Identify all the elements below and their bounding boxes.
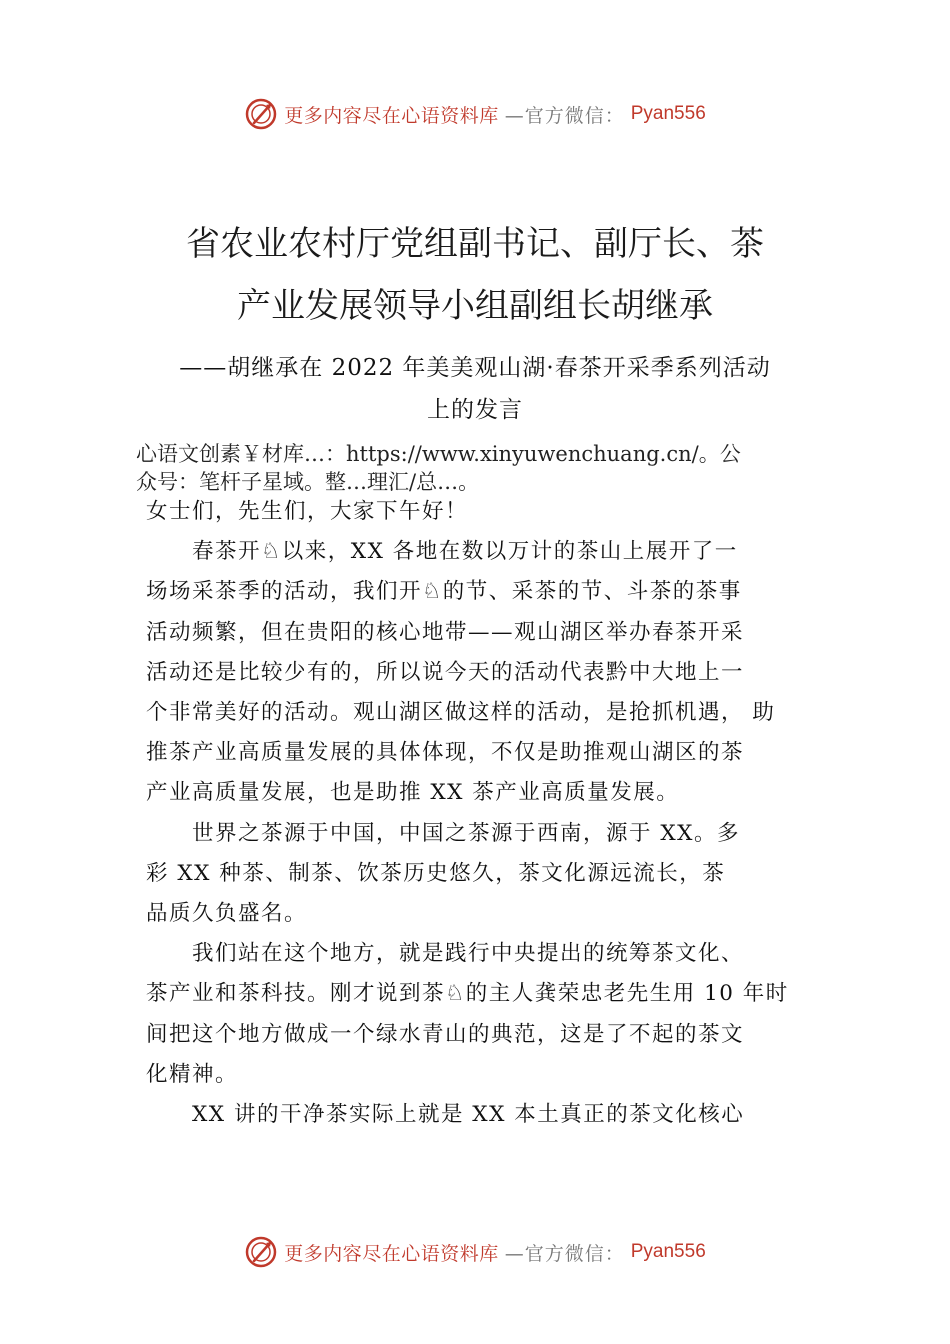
subtitle-line-2: 上的发言 xyxy=(427,397,523,423)
page-title-line-2: 产业发展领导小组副组长胡继承 xyxy=(237,286,713,326)
body-line: 女士们，先生们，大家下午好！ xyxy=(146,499,469,524)
body-line: 活动还是比较少有的，所以说今天的活动代表黔中大地上一 xyxy=(146,659,745,685)
body-line: 间把这个地方做成一个绿水青山的典范，这是了不起的茶文 xyxy=(146,1021,745,1047)
source-note-line-1: 心语文创素￥材库…：https://www.xinyuwenchuang.cn/。公 xyxy=(136,442,741,466)
banner-site-text: 更多内容尽在心语资料库 xyxy=(284,1242,499,1265)
body-line: 化精神。 xyxy=(146,1061,239,1087)
banner-site-text: 更多内容尽在心语资料库 xyxy=(284,104,499,127)
footer-banner xyxy=(0,1232,950,1272)
banner-wechat-id: Pyan556 xyxy=(630,1241,706,1262)
body-line: 我们站在这个地方，就是践行中央提出的统筹茶文化、 xyxy=(146,941,745,967)
page-title-line-1: 省农业农村厅党组副书记、副厅长、茶 xyxy=(186,224,764,264)
brand-logo-icon xyxy=(244,1235,278,1269)
body-line: 活动频繁，但在贵阳的核心地带——观山湖区举办春茶开采 xyxy=(146,619,745,645)
body-line: 品质久负盛名。 xyxy=(146,901,308,926)
subtitle-line-1: ——胡继承在 2022 年美美观山湖·春茶开采季系列活动 xyxy=(179,355,771,381)
body-line: 春茶开♘以来，XX 各地在数以万计的茶山上展开了一 xyxy=(146,539,738,565)
header-banner xyxy=(0,94,950,134)
banner-wechat-id: Pyan556 xyxy=(630,103,706,124)
body-line: XX 讲的干净茶实际上就是 XX 本土真正的茶文化核心 xyxy=(146,1102,745,1127)
body-line: 推茶产业高质量发展的具体体现，不仅是助推观山湖区的茶 xyxy=(146,740,745,766)
body-line: 世界之茶源于中国，中国之茶源于西南，源于 XX。多 xyxy=(146,820,740,846)
source-note-line-2: 众号：笔杆子星域。整…理汇/总…。 xyxy=(136,470,480,494)
body-line: 场场采茶季的活动，我们开♘的节、采茶的节、斗茶的茶事 xyxy=(146,579,742,605)
banner-wechat-label: —官方微信： xyxy=(504,104,625,127)
body-line: 彩 XX 种茶、制茶、饮茶历史悠久，茶文化源远流长，茶 xyxy=(146,860,726,886)
body-line: 茶产业和茶科技。刚才说到茶♘的主人龚荣忠老先生用 10 年时 xyxy=(146,981,789,1007)
banner-wechat-label: —官方微信： xyxy=(504,1242,625,1265)
body-line: 产业高质量发展，也是助推 XX 茶产业高质量发展。 xyxy=(146,780,680,806)
brand-logo-icon xyxy=(244,97,278,131)
body-line: 个非常美好的活动。观山湖区做这样的活动，是抢抓机遇， 助 xyxy=(146,700,776,725)
